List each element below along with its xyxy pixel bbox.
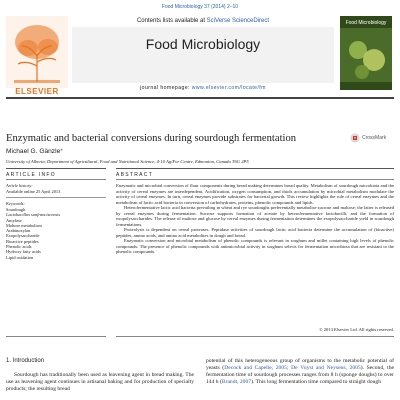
info-rule bbox=[6, 168, 106, 169]
homepage-link[interactable]: www.elsevier.com/locate/fm bbox=[191, 85, 266, 91]
abstract-paragraph: Proteolysis is dependent on cereal proteases. Peptidase activities of sourdough lactic acid bacteria determine the accumulation of (bioactive) peptides, amino acids, and amino acid metabolites in dough and bread. bbox=[116, 227, 394, 238]
available-online-date: Available online 25 April 2013 bbox=[6, 189, 61, 194]
journal-reference[interactable]: Food Microbiology 37 (2014) 2–10 bbox=[161, 4, 239, 10]
corresponding-author-mark[interactable]: * bbox=[60, 148, 63, 155]
contents-line bbox=[72, 18, 334, 24]
article-title: Enzymatic and bacterial conversions during sourdough fermentation bbox=[6, 133, 297, 144]
abstract-rule bbox=[116, 168, 394, 169]
keyword: Exopolysaccharide bbox=[6, 233, 40, 239]
header-rule bbox=[6, 97, 394, 99]
body-right-column bbox=[206, 358, 394, 386]
author-affiliation: University of Alberta, Department of Agricultural, Food and Nutritional Science, 4-10 Ag/For Centre, Edmonton, Canada T6G 2P5 bbox=[6, 159, 249, 164]
citation-link[interactable]: Decock and Capelle, 2005; De Vuyst and Neysens, 2005 bbox=[224, 365, 361, 371]
abstract-paragraph: Enzymatic and microbial conversion of flour components during bread making determines bread quality. Metabolism of sourdough microbiota and the activity of cereal enzymes are interdependent. Acidification, oxygen consumption, and thiols accumulation by microbial metabolism modulate the activity of cereal enzymes. In turn, cereal enzymes provide substrates for bacterial growth. This review highlights the role of cereal enzymes and the metabolism of lactic acid bacteria in conversion of carbohydrates, proteins, phenolic compounds and lipids. bbox=[116, 183, 394, 205]
keyword: Phenolic acids bbox=[6, 244, 32, 250]
abstract-body bbox=[116, 183, 394, 255]
author-line bbox=[6, 148, 63, 155]
keyword: Hydroxy fatty acids bbox=[6, 249, 41, 255]
journal-homepage bbox=[72, 85, 334, 91]
body-text: ). This long fermentation time compared to straight dough bbox=[251, 379, 382, 385]
keyword: Bioactive peptides bbox=[6, 238, 39, 244]
info-bottom-rule bbox=[6, 336, 106, 337]
sciencedirect-link[interactable]: SciVerse ScienceDirect bbox=[206, 18, 270, 24]
abstract-paragraph: Enzymatic conversion and microbial metabolism of phenolic compounds is relevant in sorghum and millet containing high levels of phenolic compounds. The presence of phenolic compounds with antimicrobial activity in sorghum selects for fermentation microbiota that are resistant to the phenolic compounds. bbox=[116, 238, 394, 254]
publisher-name: ELSEVIER bbox=[15, 87, 59, 96]
keyword-list bbox=[6, 207, 106, 260]
keywords-label: Keywords: bbox=[6, 201, 25, 206]
abstract-paragraph: Heterofermentative lactic acid bacteria prevailing in wheat and rye sourdoughs preferentially metabolise sucrose and maltose; the latter is released by cereal enzymes during fermentation. Sucrose supports formation of acetate by heterofermentative lactobacilli, and the formation of exopolysaccharides. The release of maltose and glucose by cereal enzymes during fermentation determines the exopolysaccharide yield in sourdough fermentations. bbox=[116, 205, 394, 227]
keyword: Lactobacillus sanfranciscensis bbox=[6, 212, 61, 218]
keyword: Maltose metabolism bbox=[6, 222, 42, 228]
crossmark-icon bbox=[350, 133, 360, 143]
keyword: Amylase bbox=[6, 217, 22, 223]
body-text: ). Second, the fermentation time of sourdough processes ranges from 8 h (sponge doughs) to over 144 h ( bbox=[206, 365, 395, 385]
introduction-heading: 1. Introduction bbox=[6, 358, 45, 364]
contents-prefix: Contents lists available at bbox=[136, 18, 207, 24]
citation-link[interactable]: Brandt, 2007 bbox=[221, 379, 252, 385]
article-info-heading: ARTICLE INFO bbox=[6, 172, 56, 178]
elsevier-tree-logo bbox=[6, 16, 68, 88]
abstract-bottom-rule bbox=[116, 336, 394, 337]
journal-title: Food Microbiology bbox=[145, 36, 261, 52]
body-left-column bbox=[6, 372, 194, 393]
journal-cover-thumbnail[interactable] bbox=[340, 16, 392, 90]
body-paragraph: Sourdough has traditionally been used as leavening agent in bread making. The use as leavening agent continues in artisanal baking and for production of specialty products; the resulting bread bbox=[6, 372, 194, 392]
cover-title: Food Microbiology bbox=[345, 20, 387, 26]
author-name: Michael G. Gänzle bbox=[6, 148, 61, 155]
body-paragraph bbox=[206, 358, 394, 386]
homepage-prefix: journal homepage: bbox=[140, 85, 192, 91]
abstract-heading: ABSTRACT bbox=[116, 172, 154, 178]
keywords-rule bbox=[6, 197, 106, 198]
abstract-subrule bbox=[116, 179, 394, 180]
keyword: Arabinoxylan bbox=[6, 228, 31, 234]
copyright-notice: © 2013 Elsevier Ltd. All rights reserved. bbox=[319, 327, 394, 332]
article-history-label: Article history: bbox=[6, 183, 33, 188]
keyword: Lipid oxidation bbox=[6, 254, 34, 260]
crossmark-badge[interactable] bbox=[350, 132, 394, 144]
info-subrule bbox=[6, 179, 106, 180]
keyword: Sourdough bbox=[6, 207, 26, 212]
body-text: potential of this heterogeneous group of organisms to the metabolic potential of yeasts ( bbox=[206, 358, 394, 371]
crossmark-label: CrossMark bbox=[362, 135, 387, 141]
